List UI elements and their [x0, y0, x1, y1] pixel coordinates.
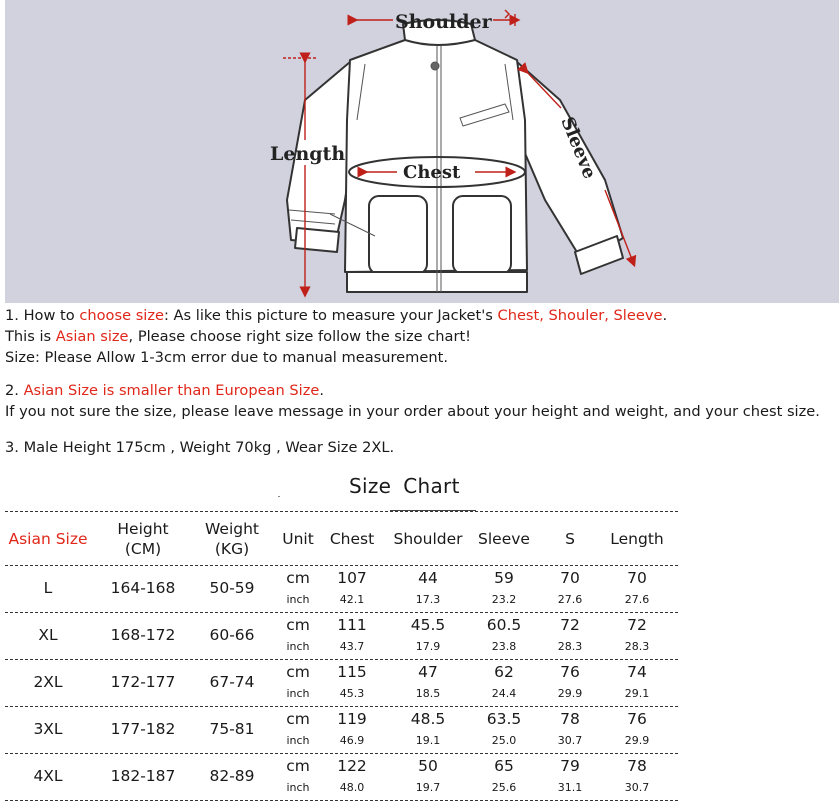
sleeve-label: Sleeve [556, 114, 601, 182]
size-chart-title [349, 474, 460, 498]
sleeve-inch-cell: 23.2 [491, 593, 517, 606]
chart-title-word-1: Size [349, 474, 392, 498]
header-length: Length [610, 530, 664, 548]
note-highlight: Asian Size is smaller than European Size [23, 382, 320, 399]
shoulder-cm-cell: 47 [418, 663, 438, 681]
chest-inch-cell: 45.3 [339, 687, 365, 700]
size-cell: 3XL [33, 720, 63, 738]
weight-cell: 60-66 [209, 626, 255, 644]
chart-title-word-2: Chart [403, 474, 460, 498]
table-row [0, 754, 675, 800]
note-text: This is [5, 328, 56, 345]
height-cell: 164-168 [110, 579, 176, 597]
sleeve-cm-cell: 60.5 [486, 616, 522, 634]
note-text: : As like this picture to measure your Jacket's [164, 307, 498, 324]
weight-cell: 75-81 [209, 720, 255, 738]
header-unit: Unit [282, 530, 314, 548]
height-cell: 177-182 [110, 720, 176, 738]
chest-cm-cell: 119 [337, 710, 367, 728]
chest-label: Chest [403, 162, 461, 183]
chest-cm-cell: 111 [337, 616, 367, 634]
header-weight-label: Weight [204, 520, 259, 538]
header-height-unit: (CM) [124, 540, 162, 558]
note-text: 2. [5, 382, 24, 399]
note-2-line-2: If you not sure the size, please leave message in your order about your height and weight, and your chest size. [5, 403, 820, 420]
shoulder-label: Shoulder [395, 11, 492, 33]
s-inch-cell: 28.3 [557, 640, 583, 653]
chest-inch-cell: 46.9 [339, 734, 365, 747]
unit-cm-cell: cm [286, 710, 310, 728]
note-highlight: Chest, Shouler, Sleeve [497, 307, 663, 324]
jacket-measurement-figure [5, 0, 839, 303]
length-inch-cell: 29.9 [624, 734, 650, 747]
note-1-line-2 [5, 326, 839, 347]
shoulder-inch-cell: 19.1 [415, 734, 441, 747]
unit-inch-cell: inch [286, 781, 310, 794]
length-cm-cell: 74 [627, 663, 647, 681]
unit-cm-cell: cm [286, 616, 310, 634]
header-sleeve: Sleeve [478, 530, 530, 548]
s-cm-cell: 76 [560, 663, 580, 681]
note-text: . [662, 307, 668, 324]
s-inch-cell: 31.1 [557, 781, 583, 794]
s-inch-cell: 30.7 [557, 734, 583, 747]
size-cell: L [43, 579, 53, 597]
s-cm-cell: 70 [560, 569, 580, 587]
note-text: . [319, 382, 324, 399]
note-3: 3. Male Height 175cm , Weight 70kg , Wear Size 2XL. [5, 439, 395, 456]
length-cm-cell: 70 [627, 569, 647, 587]
table-divider [5, 800, 678, 801]
sleeve-inch-cell: 24.4 [491, 687, 517, 700]
s-cm-cell: 79 [560, 757, 580, 775]
length-cm-cell: 76 [627, 710, 647, 728]
sleeve-inch-cell: 23.8 [491, 640, 517, 653]
sleeve-inch-cell: 25.0 [491, 734, 517, 747]
length-label: Length [270, 143, 346, 165]
header-chest: Chest [329, 530, 375, 548]
chest-cm-cell: 115 [337, 663, 367, 681]
shoulder-inch-cell: 17.9 [415, 640, 441, 653]
chest-inch-cell: 43.7 [339, 640, 365, 653]
sleeve-cm-cell: 59 [494, 569, 514, 587]
header-weight [196, 519, 268, 559]
unit-inch-cell: inch [286, 687, 310, 700]
table-row [0, 660, 675, 706]
length-inch-cell: 30.7 [624, 781, 650, 794]
sleeve-inch-cell: 25.6 [491, 781, 517, 794]
note-1-line-1 [5, 305, 839, 326]
weight-cell: 67-74 [209, 673, 255, 691]
unit-cm-cell: cm [286, 757, 310, 775]
decorative-dot [278, 496, 280, 497]
weight-cell: 50-59 [209, 579, 255, 597]
s-inch-cell: 29.9 [557, 687, 583, 700]
chest-inch-cell: 42.1 [339, 593, 365, 606]
size-notes [5, 305, 839, 458]
table-row [0, 566, 675, 612]
chest-cm-cell: 122 [337, 757, 367, 775]
shoulder-inch-cell: 19.7 [415, 781, 441, 794]
note-highlight: choose size [79, 307, 164, 324]
unit-inch-cell: inch [286, 734, 310, 747]
length-cm-cell: 72 [627, 616, 647, 634]
length-inch-cell: 28.3 [624, 640, 650, 653]
unit-inch-cell: inch [286, 593, 310, 606]
shoulder-inch-cell: 17.3 [415, 593, 441, 606]
height-cell: 168-172 [110, 626, 176, 644]
note-text: 1. How to [5, 307, 80, 324]
size-cell: 4XL [33, 767, 63, 785]
size-cell: 2XL [33, 673, 63, 691]
note-text: , Please choose right size follow the size chart! [128, 328, 472, 345]
shoulder-inch-cell: 18.5 [415, 687, 441, 700]
unit-cm-cell: cm [286, 569, 310, 587]
unit-inch-cell: inch [286, 640, 310, 653]
jacket-illustration [5, 0, 839, 303]
length-inch-cell: 29.1 [624, 687, 650, 700]
header-weight-unit: (KG) [214, 540, 250, 558]
length-inch-cell: 27.6 [624, 593, 650, 606]
note-1-line-3: Size: Please Allow 1-3cm error due to manual measurement. [5, 349, 448, 366]
note-highlight: Asian size [55, 328, 129, 345]
shoulder-cm-cell: 45.5 [410, 616, 446, 634]
length-cm-cell: 78 [627, 757, 647, 775]
table-row [0, 613, 675, 659]
chest-inch-cell: 48.0 [339, 781, 365, 794]
table-row [0, 707, 675, 753]
shoulder-cm-cell: 44 [418, 569, 438, 587]
shoulder-cm-cell: 48.5 [410, 710, 446, 728]
chest-cm-cell: 107 [337, 569, 367, 587]
sleeve-cm-cell: 63.5 [486, 710, 522, 728]
height-cell: 172-177 [110, 673, 176, 691]
note-2-line-1 [5, 380, 839, 401]
sleeve-cm-cell: 65 [494, 757, 514, 775]
header-shoulder: Shoulder [393, 530, 463, 548]
table-divider [5, 511, 678, 512]
shoulder-cm-cell: 50 [418, 757, 438, 775]
header-asian-size: Asian Size [8, 530, 88, 548]
s-cm-cell: 72 [560, 616, 580, 634]
header-height [103, 519, 183, 559]
s-cm-cell: 78 [560, 710, 580, 728]
height-cell: 182-187 [110, 767, 176, 785]
header-s: S [565, 530, 575, 548]
header-height-label: Height [117, 520, 169, 538]
sleeve-cm-cell: 62 [494, 663, 514, 681]
s-inch-cell: 27.6 [557, 593, 583, 606]
weight-cell: 82-89 [209, 767, 255, 785]
unit-cm-cell: cm [286, 663, 310, 681]
size-cell: XL [38, 626, 58, 644]
